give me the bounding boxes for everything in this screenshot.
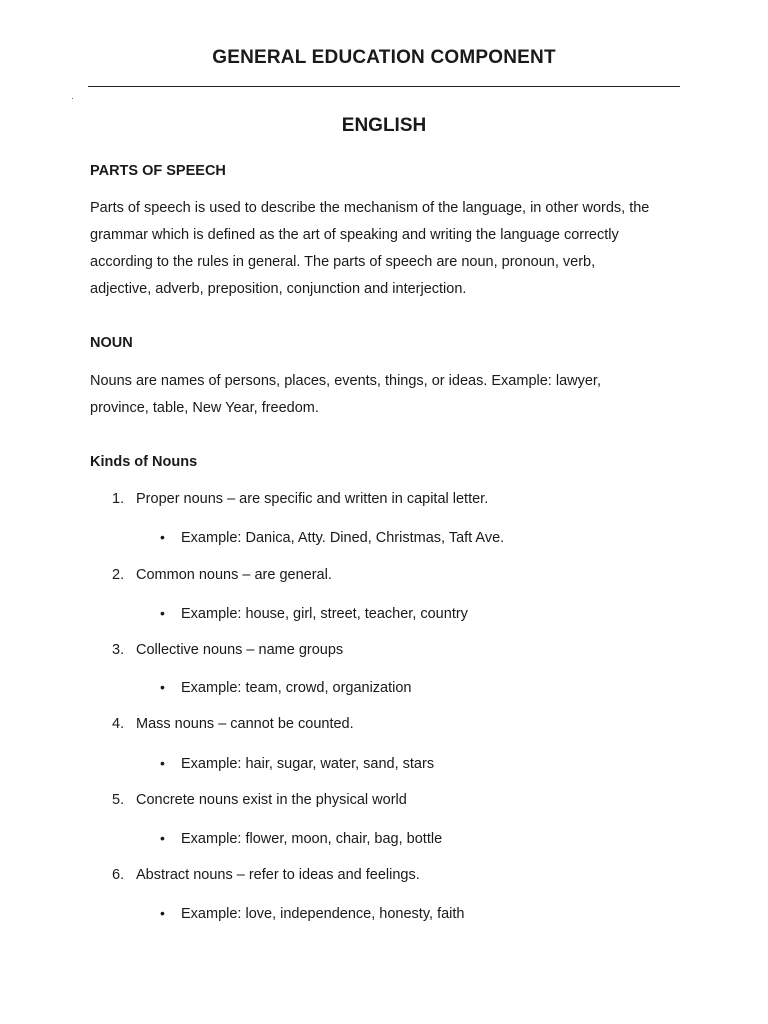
example-bullet [160, 605, 468, 622]
list-item-number: 1. [112, 491, 125, 507]
list-item [112, 716, 354, 732]
list-item-number: 3. [112, 642, 125, 658]
paragraph-line: Parts of speech is used to describe the mechanism of the language, in other words, the [90, 200, 650, 216]
subject-title: ENGLISH [341, 115, 427, 136]
list-item-number: 5. [112, 792, 125, 808]
list-item-text: Proper nouns – are specific and written in capital letter. [136, 491, 489, 507]
list-item [112, 491, 488, 507]
bullet-icon: • [160, 830, 165, 846]
section-heading-noun: NOUN [90, 335, 133, 351]
list-item [112, 792, 407, 808]
section-heading-kinds-of-nouns: Kinds of Nouns [90, 454, 198, 470]
section-heading-parts-of-speech: PARTS OF SPEECH [90, 163, 226, 179]
bullet-icon: • [160, 905, 165, 921]
bullet-icon: • [160, 529, 165, 545]
list-item-text: Mass nouns – cannot be counted. [136, 716, 354, 732]
example-text: Example: love, independence, honesty, faith [181, 906, 465, 922]
bullet-icon: • [160, 605, 165, 621]
list-item [112, 642, 343, 658]
example-bullet [160, 679, 412, 696]
paragraph-line: province, table, New Year, freedom. [90, 400, 319, 416]
example-bullet [160, 830, 442, 847]
list-item-text: Collective nouns – name groups [136, 642, 344, 658]
noun-paragraph [90, 368, 680, 422]
document-header-title: GENERAL EDUCATION COMPONENT [212, 47, 556, 68]
example-bullet [160, 905, 464, 922]
stray-mark [72, 98, 73, 99]
example-text: Example: Danica, Atty. Dined, Christmas, Taft Ave. [181, 530, 505, 546]
example-text: Example: house, girl, street, teacher, country [181, 606, 468, 622]
paragraph-line: adjective, adverb, preposition, conjunction and interjection. [90, 281, 467, 297]
paragraph-line: Nouns are names of persons, places, events, things, or ideas. Example: lawyer, [90, 373, 601, 389]
example-text: Example: flower, moon, chair, bag, bottle [181, 831, 443, 847]
paragraph-line: according to the rules in general. The parts of speech are noun, pronoun, verb, [90, 254, 596, 270]
list-item-number: 6. [112, 867, 125, 883]
example-bullet [160, 755, 434, 772]
parts-of-speech-paragraph [90, 195, 680, 303]
example-text: Example: hair, sugar, water, sand, stars [181, 756, 435, 772]
bullet-icon: • [160, 679, 165, 695]
list-item-text: Common nouns – are general. [136, 567, 332, 583]
example-text: Example: team, crowd, organization [181, 680, 412, 696]
list-item-text: Abstract nouns – refer to ideas and feelings. [136, 867, 420, 883]
list-item [112, 567, 332, 583]
example-bullet [160, 529, 504, 546]
list-item [112, 867, 420, 883]
bullet-icon: • [160, 755, 165, 771]
paragraph-line: grammar which is defined as the art of speaking and writing the language correctly [90, 227, 619, 243]
list-item-number: 4. [112, 716, 125, 732]
header-divider [88, 86, 680, 87]
list-item-text: Concrete nouns exist in the physical world [136, 792, 407, 808]
list-item-number: 2. [112, 567, 125, 583]
